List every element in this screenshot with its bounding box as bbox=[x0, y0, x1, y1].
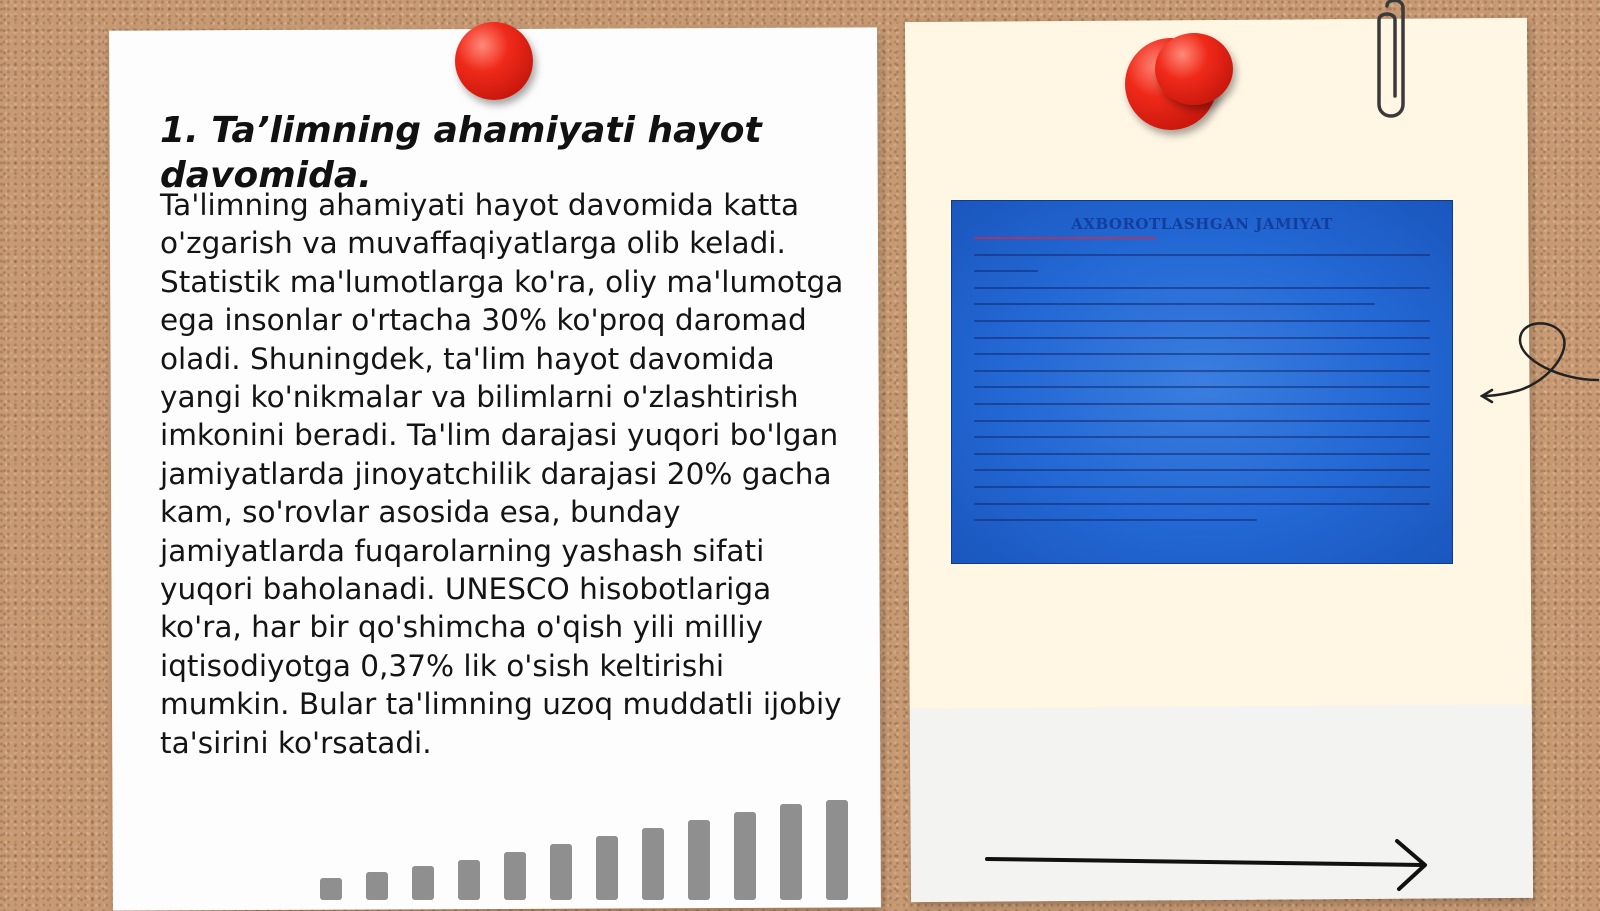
document-line bbox=[974, 486, 1430, 488]
document-line bbox=[974, 353, 1430, 355]
document-line bbox=[974, 337, 1430, 339]
push-pin-icon bbox=[1155, 33, 1233, 105]
arrow-right-icon bbox=[985, 835, 1445, 895]
document-line bbox=[974, 320, 1430, 322]
document-line bbox=[974, 386, 1430, 388]
document-line bbox=[974, 237, 1156, 239]
push-pin-icon bbox=[455, 22, 533, 100]
document-line bbox=[974, 503, 1430, 505]
document-line bbox=[974, 453, 1430, 455]
document-line bbox=[974, 519, 1257, 521]
loop-arrow-doodle-icon bbox=[1480, 310, 1600, 410]
slide-heading: 1. Ta’limning ahamiyati hayot davomida. bbox=[160, 110, 762, 196]
document-line bbox=[974, 303, 1375, 305]
slide-paragraph: Ta'limning ahamiyati hayot davomida katta o'zgarish va muvaffaqiyatlarga olib keladi. Statistik ma'lumotlarga ko'ra, oliy ma'lumotga ega insonlar o'rtacha 30% ko'proq daromad oladi. Shuningdek, ta'lim hayot davomida yangi ko'nikmalar va bilimlarni o'zlashtirish imkonini beradi. Ta'lim darajasi yuqori bo'lgan jamiyatlarda jinoyatchilik darajasi 20% gacha kam, so'rovlar asosida esa, bunday jamiyatlarda fuqarolarning yashash sifati yuqori baholanadi. UNESCO hisobotlariga ko'ra, har bir qo'shimcha o'qish yili milliy iqtisodiyotga 0,37% lik o'sish keltirishi mumkin. Bular ta'limning uzoq muddatli ijobiy ta'sirini ko'rsatadi. bbox=[160, 188, 844, 760]
document-line bbox=[974, 370, 1430, 372]
document-text-lines bbox=[974, 237, 1430, 536]
document-line bbox=[974, 403, 1430, 405]
document-image bbox=[951, 200, 1453, 564]
paper-clip-icon bbox=[1373, 0, 1415, 124]
document-line bbox=[974, 436, 1430, 438]
document-line bbox=[974, 287, 1430, 289]
document-line bbox=[974, 420, 1430, 422]
document-line bbox=[974, 469, 1430, 471]
document-title: AXBOROTLASHGAN JAMIYAT bbox=[1071, 215, 1333, 233]
document-line bbox=[974, 254, 1430, 256]
document-line bbox=[974, 270, 1038, 272]
torn-paper-tabs bbox=[320, 800, 880, 900]
